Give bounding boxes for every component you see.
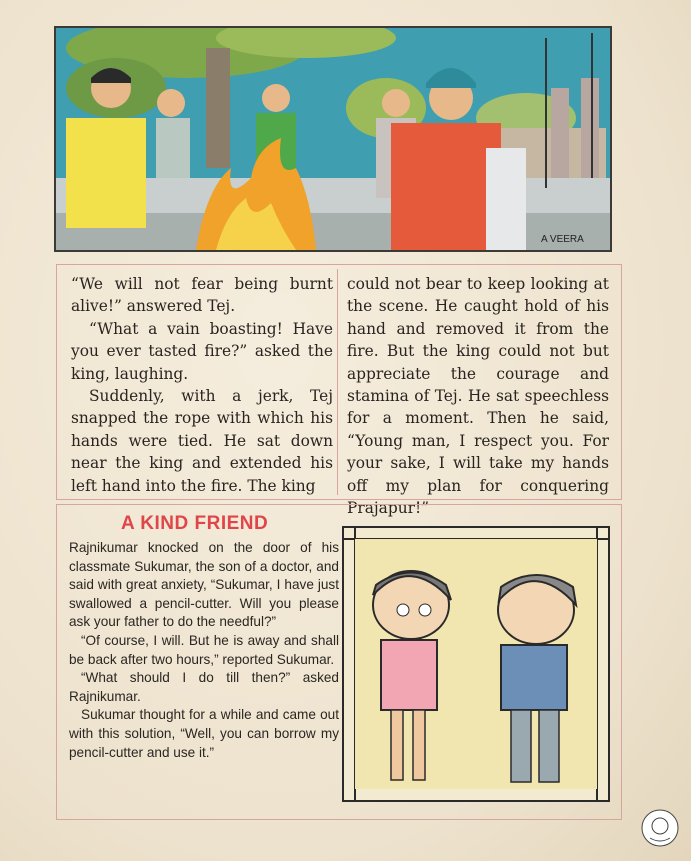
joke-title: A KIND FRIEND — [121, 513, 269, 534]
story-paragraph: Suddenly, with a jerk, Tej snapped the rope with which his hands were tied. He sat down near the king and extended his left hand into the fire. The king — [71, 387, 333, 495]
story-right-column — [347, 273, 609, 519]
story-paragraph: “What a vain boasting! Have you ever tasted fire?” asked the king, laughing. — [71, 319, 333, 383]
story-illustration — [54, 26, 612, 252]
story-paragraph: could not bear to keep looking at the scene. He caught hold of his hand and removed it from the fire. But the king could not but appreciate the courage and stamina of Tej. He sat speechless for a moment. Then he said, “Young man, I respect you. For your sake, I will take my hands off my plan for conquering Prajapur!” — [347, 275, 609, 518]
story-text-box — [56, 264, 622, 518]
column-divider — [337, 269, 338, 495]
joke-paragraph: Sukumar thought for a while and came out with this solution, “Well, you can borrow my pencil-cutter and use it.” — [69, 707, 339, 760]
joke-paragraph: “Of course, I will. But he is away and shall be back after two hours,” reported Sukumar. — [69, 632, 339, 667]
joke-paragraph: “What should I do till then?” asked Rajnikumar. — [69, 670, 339, 704]
joke-text — [69, 539, 339, 762]
joke-paragraph: Rajnikumar knocked on the door of his classmate Sukumar, the son of a doctor, and said with great anxiety, “Sukumar, I have just swallowed a pencil-cutter. Will you please ask your father to do the needful?” — [69, 540, 339, 630]
publisher-logo — [640, 808, 680, 848]
artist-signature: A VEERA — [541, 234, 584, 245]
story-left-column — [71, 273, 333, 497]
story-paragraph: “We will not fear being burnt alive!” answered Tej. — [71, 275, 333, 316]
joke-box — [56, 504, 622, 820]
joke-cartoon — [341, 525, 611, 803]
